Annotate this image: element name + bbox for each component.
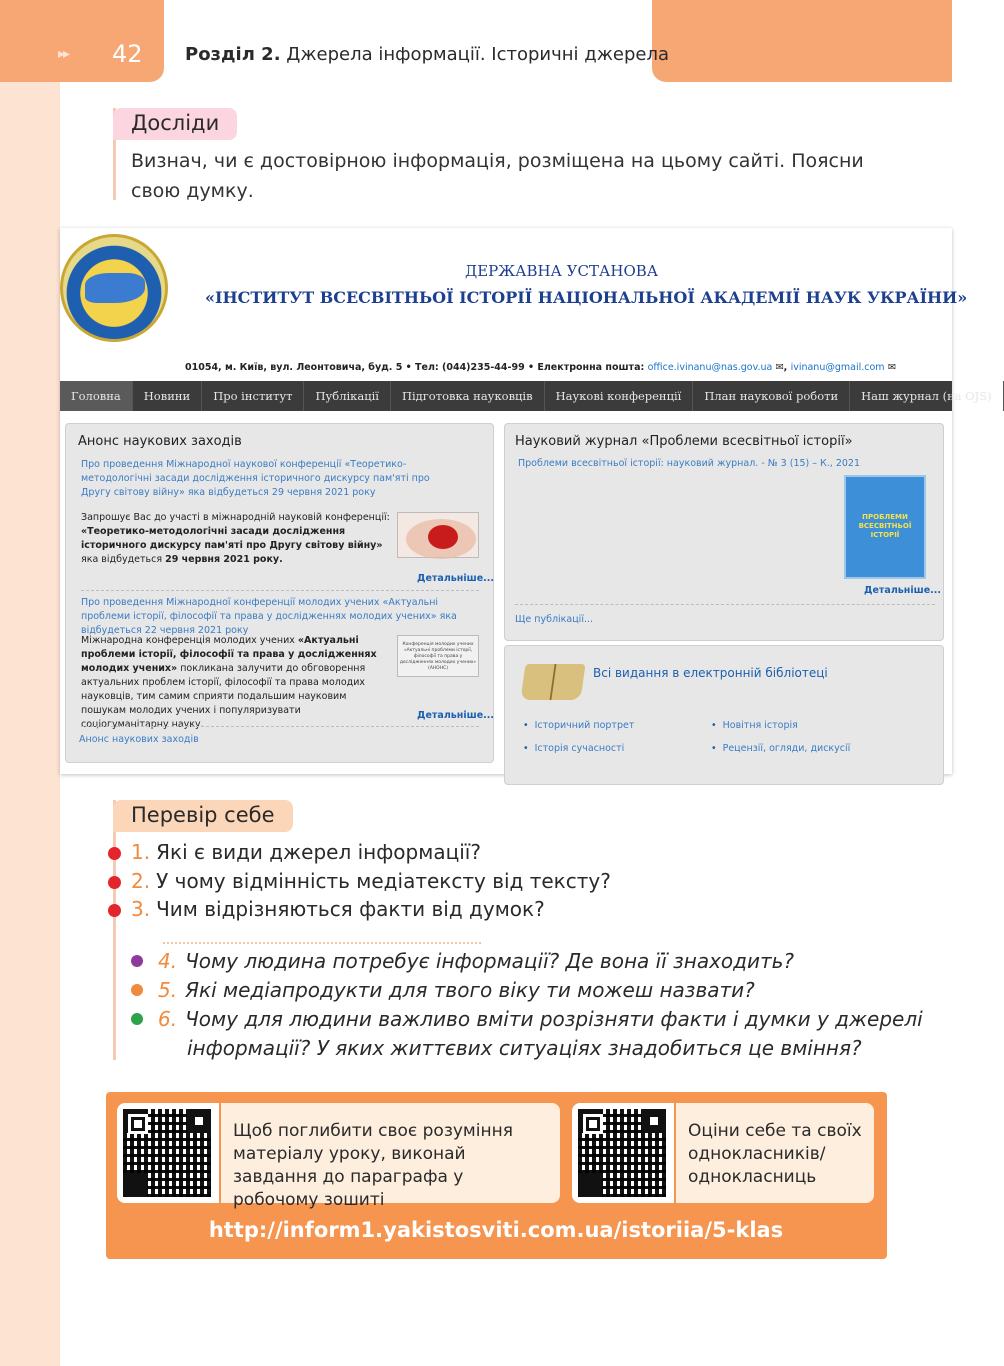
nav-item-news[interactable]: Новини <box>133 381 202 411</box>
question-number: 3. <box>131 897 151 921</box>
event-1-link[interactable]: Про проведення Міжнародної наукової конференції «Теоретико-методологічні засади дослідження історичного дискурсу пам'яті про Другу світову війну» яка відбудеться 29 червня 2021 року <box>81 459 430 498</box>
question-1 <box>131 840 481 864</box>
events-title: Анонс наукових заходів <box>78 434 242 449</box>
event-2-link[interactable]: Про проведення Міжнародної конференції молодих учених «Актуальні проблеми історії, філософії та права у дослідженнях молодих учених» яка відбудеться 22 червня 2021 року <box>81 597 457 636</box>
question-text: Чому людина потребує інформації? Де вона її знаходить? <box>185 949 795 973</box>
qr-code-icon <box>123 1109 211 1197</box>
journal-panel <box>504 423 944 641</box>
library-item[interactable]: • Історія сучасності <box>523 743 624 754</box>
nav-item-about[interactable]: Про інститут <box>202 381 304 411</box>
site-title-line1: ДЕРЖАВНА УСТАНОВА <box>465 262 659 280</box>
library-title[interactable]: Всі видання в електронній бібліотеці <box>593 666 828 680</box>
website-screenshot <box>60 228 992 774</box>
chapter-label: Розділ 2. <box>185 44 281 65</box>
question-text: Які медіапродукти для твого віку ти можеш назвати? <box>185 978 755 1002</box>
qr-code-icon <box>578 1109 666 1197</box>
event-2-thumbnail[interactable]: Конференція молодих учених «Актуальні проблеми історії, філософії та права у дослідженнях молодих учених» (АНОНС) <box>397 635 479 677</box>
qr-code-workbook[interactable] <box>117 1103 219 1203</box>
page-number: 42 <box>112 40 143 68</box>
left-margin-strip <box>0 0 60 1366</box>
question-text: Чому для людини важливо вміти розрізняти факти і думки у джерелі <box>185 1007 923 1031</box>
divider <box>81 726 479 727</box>
workbook-card: Щоб поглибити своє розуміння матеріалу уроку, виконай завдання до параграфа у робочому зошиті <box>221 1103 560 1203</box>
red-dot-icon <box>108 904 121 917</box>
journal-cover[interactable]: ПРОБЛЕМИ ВСЕСВІТНЬОЇ ІСТОРІЇ <box>844 475 926 579</box>
institute-logo-icon <box>60 234 168 342</box>
email-link-1[interactable]: office.ivinanu@nas.gov.ua <box>647 362 773 373</box>
question-6 <box>158 1007 923 1031</box>
event-1-date: 29 червня 2021 року. <box>165 554 283 565</box>
resource-url[interactable]: http://inform1.yakistosviti.com.ua/istoriia/5-klas <box>208 1218 784 1242</box>
site-title-line2: «ІНСТИТУТ ВСЕСВІТНЬОЇ ІСТОРІЇ НАЦІОНАЛЬНОЇ АКАДЕМІЇ НАУК УКРАЇНИ» <box>205 288 968 307</box>
event-2-description <box>81 634 391 732</box>
event-1-tail: яка відбудеться <box>81 554 166 565</box>
event-2-tail: покликана залучити до обговорення актуальних проблем історії, філософії та права молодих науковців, тим самим сприяти подальшим науковим пошукам молодих учених і популяризувати соціогуманітарну науку. <box>81 663 366 730</box>
question-number: 2. <box>131 869 151 893</box>
event-1-bold: «Теоретико-методологічні засади дослідження історичного дискурсу пам'яті про Другу світову війну» <box>81 526 383 551</box>
wavy-divider <box>163 942 481 945</box>
library-panel <box>504 645 944 785</box>
nav-item-training[interactable]: Підготовка науковців <box>391 381 545 411</box>
nav-item-home[interactable]: Головна <box>60 381 133 411</box>
event-1-more-link[interactable]: Детальніше... <box>417 573 494 584</box>
question-5 <box>158 978 755 1002</box>
qr-code-self-assessment[interactable] <box>572 1103 674 1203</box>
question-6-continuation: інформації? У яких життєвих ситуаціях знадобиться це вміння? <box>187 1036 862 1060</box>
event-2-intro: Міжнародна конференція молодих учених <box>81 635 298 646</box>
journal-issue-link[interactable]: Проблеми всесвітньої історії: науковий журнал. - № 3 (15) – К., 2021 <box>518 458 861 469</box>
explore-tag: Досліди <box>113 108 237 140</box>
site-nav-bar <box>60 381 992 411</box>
question-3 <box>131 897 545 921</box>
orange-dot-icon <box>131 984 143 996</box>
header-decoration <box>652 0 952 82</box>
page-number-tab <box>0 0 164 82</box>
journal-more-link[interactable]: Детальніше... <box>864 585 941 596</box>
divider <box>515 604 935 605</box>
question-number: 5. <box>158 978 178 1002</box>
red-dot-icon <box>108 876 121 889</box>
question-number: 4. <box>158 949 178 973</box>
question-2 <box>131 869 611 893</box>
event-2-bold: «Актуальні проблеми історії, філософії та права у дослідженнях молодих учених» <box>81 635 377 674</box>
events-panel <box>65 423 494 763</box>
purple-dot-icon <box>131 955 143 967</box>
event-1-intro: Запрошує Вас до участі в міжнародній науковій конференції: <box>81 512 390 523</box>
question-number: 1. <box>131 840 151 864</box>
chapter-name: Джерела інформації. Історичні джерела <box>286 44 670 65</box>
event-1-thumbnail[interactable] <box>397 512 479 558</box>
nav-item-conferences[interactable]: Наукові конференції <box>545 381 694 411</box>
site-address <box>185 362 896 373</box>
red-dot-icon <box>108 847 121 860</box>
email-link-2[interactable]: ivinanu@gmail.com <box>790 362 885 373</box>
check-sidebar <box>113 800 116 1060</box>
mail-icon: ✉ <box>884 362 896 373</box>
check-tag: Перевір себе <box>113 800 293 832</box>
question-text: Які є види джерел інформації? <box>156 840 481 864</box>
events-footer-link[interactable]: Анонс наукових заходів <box>79 734 199 745</box>
library-item[interactable]: • Рецензії, огляди, дискусії <box>711 743 850 754</box>
divider <box>81 590 479 591</box>
open-book-icon <box>520 664 585 700</box>
nav-item-journal[interactable]: Наш журнал (на OJS) <box>850 381 1004 411</box>
event-1-description <box>81 511 391 567</box>
question-text: Чим відрізняються факти від думок? <box>156 897 545 921</box>
mail-icon: ✉, <box>772 362 791 373</box>
green-dot-icon <box>131 1013 143 1025</box>
poppy-image <box>428 525 458 549</box>
chapter-title <box>185 44 669 65</box>
more-publications-link[interactable]: Ще публікації... <box>515 614 594 625</box>
nav-item-plan[interactable]: План наукової роботи <box>693 381 850 411</box>
library-item[interactable]: • Історичний портрет <box>523 720 634 731</box>
journal-title: Науковий журнал «Проблеми всесвітньої історії» <box>515 434 853 449</box>
library-item[interactable]: • Новітня історія <box>711 720 798 731</box>
double-arrow-icon: ▸▸ <box>58 46 69 62</box>
self-assessment-card: Оціни себе та своїх однокласників/ однокласниць <box>676 1103 874 1203</box>
question-number: 6. <box>158 1007 178 1031</box>
address-text: 01054, м. Київ, вул. Леонтовича, буд. 5 • Тел: (044)235-44-99 • Електронна пошта: <box>185 362 648 373</box>
explore-text: Визнач, чи є достовірною інформація, розміщена на цьому сайті. Поясни свою думку. <box>131 150 864 202</box>
question-4 <box>158 949 794 973</box>
nav-item-publications[interactable]: Публікації <box>304 381 391 411</box>
question-text: У чому відмінність медіатексту від тексту? <box>156 869 611 893</box>
event-2-more-link[interactable]: Детальніше... <box>417 710 494 721</box>
